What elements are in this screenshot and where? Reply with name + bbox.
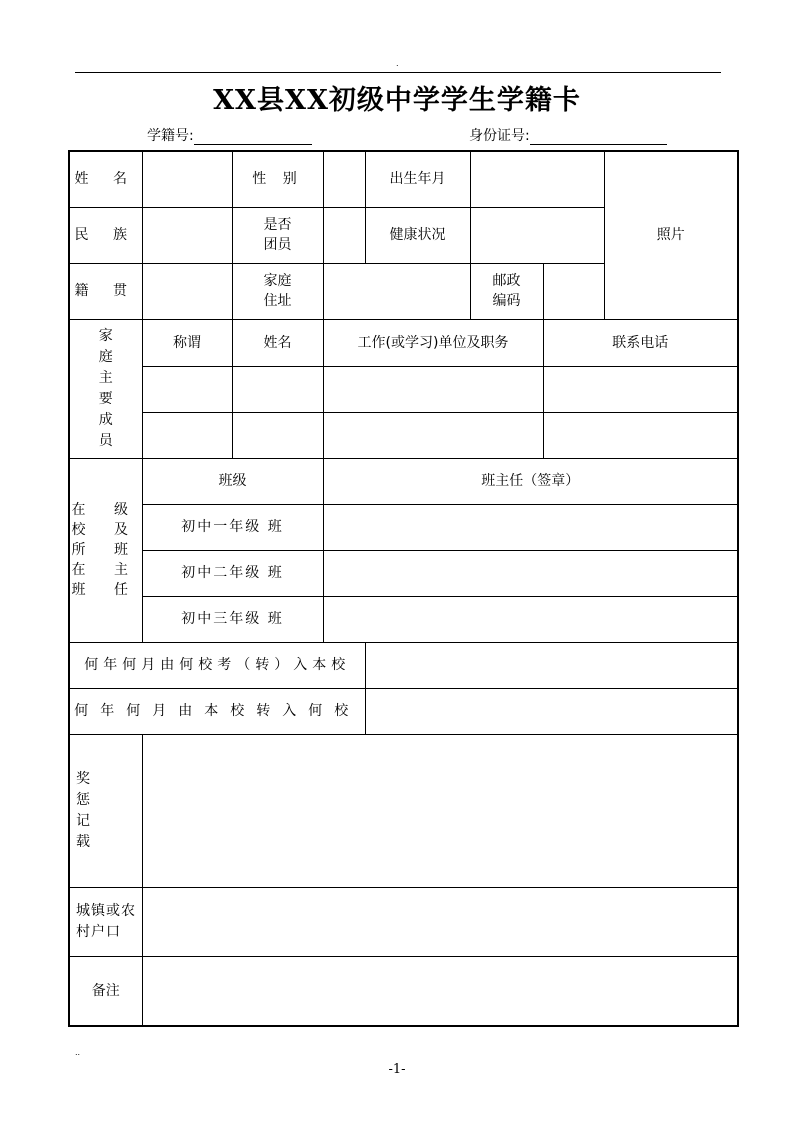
gender-cell[interactable] — [323, 151, 365, 207]
health-label: 健康状况 — [365, 207, 470, 263]
league-member-cell[interactable] — [323, 207, 365, 263]
grade-2-teacher-cell[interactable] — [323, 550, 738, 596]
family-cell[interactable] — [142, 366, 232, 412]
family-cell[interactable] — [232, 412, 323, 458]
name-cell[interactable] — [142, 151, 232, 207]
family-cell[interactable] — [543, 366, 738, 412]
class-header: 班级 — [142, 458, 323, 504]
family-header-phone: 联系电话 — [543, 319, 738, 366]
ethnicity-label: 民 族 — [69, 207, 142, 263]
transfer-in-label: 何年何月由何校考（转）入本校 — [69, 642, 365, 688]
rewards-cell[interactable] — [142, 734, 738, 887]
birth-label: 出生年月 — [365, 151, 470, 207]
family-cell[interactable] — [323, 366, 543, 412]
page-number: -1- — [388, 1062, 406, 1077]
grade-1-label: 初中一年级 班 — [142, 504, 323, 550]
remarks-cell[interactable] — [142, 956, 738, 1026]
remarks-label: 备注 — [69, 956, 142, 1026]
grade-3-teacher-cell[interactable] — [323, 596, 738, 642]
family-cell[interactable] — [142, 412, 232, 458]
grade-3-label: 初中三年级 班 — [142, 596, 323, 642]
family-members-label: 家庭主要成员 — [69, 319, 142, 458]
grade-1-teacher-cell[interactable] — [323, 504, 738, 550]
birth-cell[interactable] — [470, 151, 604, 207]
transfer-in-cell[interactable] — [365, 642, 738, 688]
family-cell[interactable] — [323, 412, 543, 458]
health-cell[interactable] — [470, 207, 604, 263]
family-header-relation: 称谓 — [142, 319, 232, 366]
student-record-table — [68, 150, 739, 1027]
page-title: XX县XX初级中学学生学籍卡 — [213, 85, 581, 116]
league-member-label: 是否团员 — [232, 207, 323, 263]
class-label-line: 在 级 — [71, 502, 140, 518]
household-cell[interactable] — [142, 887, 738, 956]
class-teacher-section-label — [69, 458, 142, 642]
student-no-field — [147, 125, 312, 145]
family-header-work: 工作(或学习)单位及职务 — [323, 319, 543, 366]
ethnicity-cell[interactable] — [142, 207, 232, 263]
id-card-blank[interactable] — [530, 129, 667, 145]
teacher-header: 班主任（签章） — [323, 458, 738, 504]
student-no-blank[interactable] — [194, 129, 312, 145]
header-rule — [75, 72, 721, 73]
native-place-label: 籍 贯 — [69, 263, 142, 319]
household-label: 城镇或农村户口 — [69, 887, 142, 956]
class-label-line: 在 主 — [71, 562, 140, 578]
postal-code-cell[interactable] — [543, 263, 604, 319]
family-cell[interactable] — [543, 412, 738, 458]
family-header-name: 姓名 — [232, 319, 323, 366]
class-label-line: 校 及 — [71, 522, 140, 538]
class-label-line: 所 班 — [71, 542, 140, 558]
grade-2-label: 初中二年级 班 — [142, 550, 323, 596]
id-card-label: 身份证号: — [469, 128, 530, 144]
family-cell[interactable] — [232, 366, 323, 412]
native-place-cell[interactable] — [142, 263, 232, 319]
student-no-label: 学籍号: — [147, 128, 194, 144]
transfer-out-cell[interactable] — [365, 688, 738, 734]
transfer-out-label: 何年何月由本校转入何校 — [69, 688, 365, 734]
id-card-field — [469, 125, 667, 145]
photo-cell: 照片 — [604, 151, 738, 319]
header-dot: . — [396, 59, 399, 68]
rewards-label: 奖惩记载 — [69, 734, 142, 887]
home-address-label: 家庭住址 — [232, 263, 323, 319]
postal-code-label: 邮政编码 — [470, 263, 543, 319]
home-address-cell[interactable] — [323, 263, 470, 319]
name-label: 姓 名 — [69, 151, 142, 207]
class-label-line: 班 任 — [71, 582, 140, 598]
gender-label: 性 别 — [232, 151, 323, 207]
footer-dots: .. — [75, 1048, 81, 1057]
